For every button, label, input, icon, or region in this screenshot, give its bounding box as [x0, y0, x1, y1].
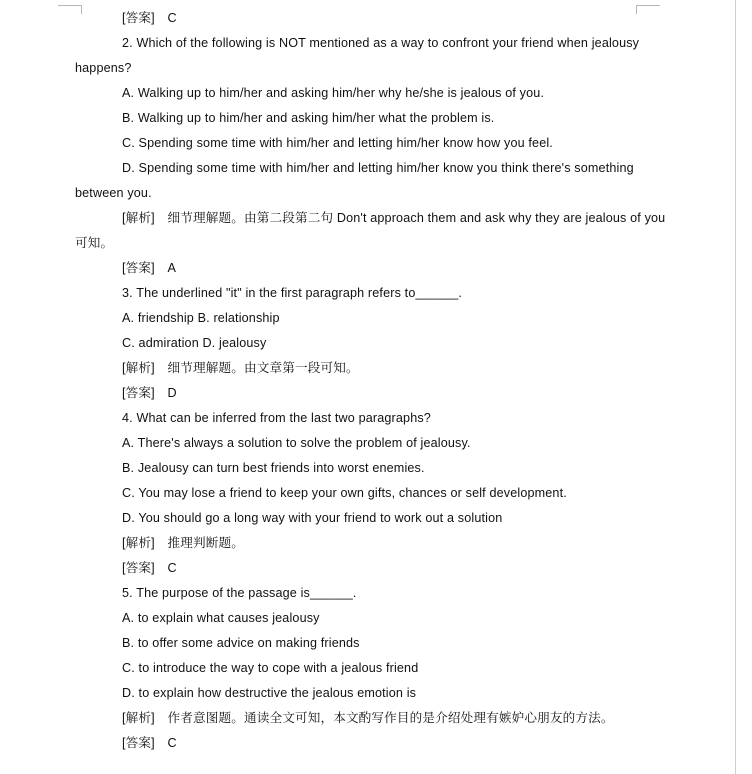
q4-stem: 4. What can be inferred from the last two paragraphs? — [122, 411, 431, 425]
q4-option-b: B. Jealousy can turn best friends into worst enemies. — [122, 461, 425, 475]
q3-options-cd: C. admiration D. jealousy — [122, 336, 267, 350]
q5-option-d: D. to explain how destructive the jealous emotion is — [122, 686, 417, 700]
q5-option-c: C. to introduce the way to cope with a jealous friend — [122, 661, 419, 675]
page-right-border — [735, 0, 736, 774]
q2-stem: 2. Which of the following is NOT mentioned as a way to confront your friend when jealousy happens? — [75, 36, 640, 75]
q2-option-d: D. Spending some time with him/her and letting him/her know you think there's something between you. — [75, 161, 634, 200]
document-body — [75, 6, 675, 756]
q3-answer: [答案] D — [122, 386, 177, 400]
q2-answer: [答案] A — [122, 261, 177, 275]
q2-option-a: A. Walking up to him/her and asking him/her why he/she is jealous of you. — [122, 86, 545, 100]
q3-options-ab: A. friendship B. relationship — [122, 311, 280, 325]
q5-stem: 5. The purpose of the passage is______. — [122, 586, 357, 600]
q5-answer: [答案] C — [122, 736, 177, 750]
q3-analysis: [解析] 细节理解题。由文章第一段可知。 — [122, 361, 359, 375]
q2-analysis: [解析] 细节理解题。由第二段第二句 Don't approach them and ask why they are jealous of you 可知。 — [75, 211, 666, 250]
q5-option-b: B. to offer some advice on making friends — [122, 636, 360, 650]
q2-option-c: C. Spending some time with him/her and letting him/her know how you feel. — [122, 136, 553, 150]
q4-option-d: D. You should go a long way with your friend to work out a solution — [122, 511, 503, 525]
q1-answer: [答案] C — [122, 11, 177, 25]
q4-option-c: C. You may lose a friend to keep your own gifts, chances or self development. — [122, 486, 567, 500]
q4-analysis: [解析] 推理判断题。 — [122, 536, 244, 550]
q3-stem: 3. The underlined "it" in the first paragraph refers to______. — [122, 286, 463, 300]
q4-answer: [答案] C — [122, 561, 177, 575]
q2-option-b: B. Walking up to him/her and asking him/her what the problem is. — [122, 111, 495, 125]
q5-analysis: [解析] 作者意图题。通读全文可知，本文酌写作目的是介绍处理有嫉妒心朋友的方法。 — [122, 711, 614, 725]
q4-option-a: A. There's always a solution to solve the problem of jealousy. — [122, 436, 471, 450]
q5-option-a: A. to explain what causes jealousy — [122, 611, 320, 625]
